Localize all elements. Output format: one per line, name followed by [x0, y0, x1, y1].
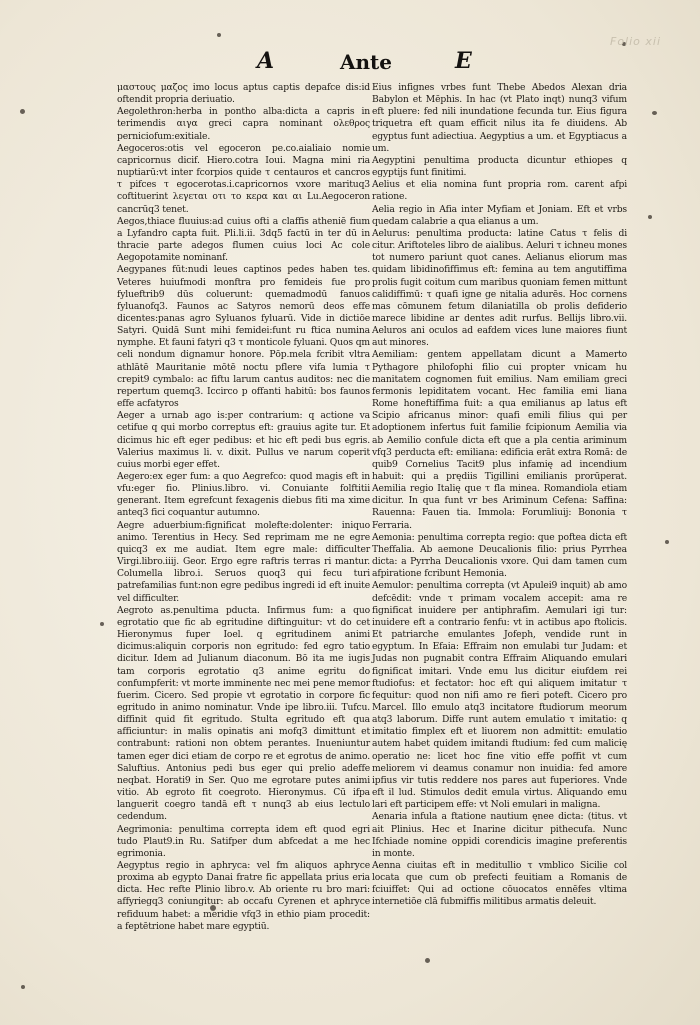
ink-spot: [21, 985, 25, 989]
entry-paragraph: Aegypanes fūt:nudi leues captinos pedes haben tes. Veteres huiufmodi monftra pro femideis fue pro fylueftrib9 dūs coluerunt: quemadmodū fanuos fyluanofq3. Faunos ac Satyros nemorū deos effe dicentes:panas agro Syluanos fyluarū. Vide in dictiōe Satyri. Quidā Sunt mihi femidei:funt ru ftica numina nymphe. Et fauni fatyri q3 τ monticole fyluani. Quos qm celi nondum dignamur honore. Pōp.mela fcribit vltra athlātē Mauritanie mōtē noctu pflere vifa lumia τ crepit9 cymbalo: ac fiftu larum cantus auditos: nec die repertum quemq3. Iccirco p offanti habitū: bos faunos effe acfatyros: [117, 264, 370, 410]
entry-paragraph: Aegyptini penultima producta dicuntur ethiopes q egyptijs funt finitimi.: [372, 154, 627, 179]
header-left-letter: A: [257, 48, 275, 74]
right-text-column: [372, 82, 627, 912]
entry-paragraph: Aegolethron:herba in pontho alba:dicta a capris in terimendis αιγα greci capra nominant ολεθρος perniciofum:exitiale.: [117, 106, 370, 142]
entry-paragraph: Aegoceros:otis vel egoceron pe.co.aialiaio nomie capricornus dicif. Hiero.cotra Ioui. Magna mini ria nuptiarū:vt inter fcorpios quide τ centauros et cancros τ pifces τ egocerotas.i.capricornos vxore marituq3 coftituerint λεγεται οτι το κερα και αι Lu.Aegoceron cancrūq3 tenet.: [117, 142, 370, 215]
entry-paragraph: Aegre aduerbium:fignificat molefte:dolenter: iniquo animo. Terentius in Hecy. Sed reprimam me ne egre quicq3 ex me audiat. Item egre male: difficulter Virgi.libro.iiij. Geor. Ergo egre raftris terras ri mantur. Columella libro.i. Seruos quoq3 qui fecu turi patrefamilias funt:non egre pedibus ingredi id eft inuite vel difficulter.: [117, 519, 370, 604]
ink-spot: [652, 111, 657, 115]
entry-paragraph: Aelia regio in Afia inter Myfiam et Joniam. Eft et vrbs quedam calabrie a qua elianus a um.: [372, 203, 627, 227]
entry-paragraph: Aegroto as.penultima pducta. Infirmus fum: a quo egrotatio que fic ab egritudine diftinguitur: vt do cet Hieronymus fuper Ioel. q egritudinem animi dicimus:aliquin corporis non egritudo: fed egro tatio dicitur. Idem ad Julianum diaconum. Bō ita me iugis tam corporis egrotatio q3 anime egritu do confumpferit: vt morte imminente nec mei pene memor fuerim. Cicero. Sed propie vt egrotatio in corpore fic egritudo in animo nominatur. Vnde ipe libro.iii. Tufcu. diffinit quid fit egritudo. Stulta egritudo eft qua afficiuntur: in malis opinatis ani mofq3 dimittunt et contrabunt: rationi non obtem perantes. Inueniuntur tamen eger dici etiam de corpo re et egrotus de animo. Saluftius. Antonius pedi bus eger qui prelio adeffe neqbat. Horati9 in Ser. Quo me egrotare putes animi vitio. Ab egroto fit coegroto. Hieronymus. Cū ifpa languerit coegro tandā eft τ nunq3 ab eius lectulo cedendum.: [117, 604, 370, 823]
entry-paragraph: Aemiliam: gentem appellatam dicunt a Mamerto Pythagore philofophi filio cui propter vnicam hu manitatem cognomen fuit emilius. Nam emiliam greci fermonis lepiditatem vocant. Hec familia emi liana Rome honeftiffima fuit: a qua emilianus ap latus eft Scipio africanus minor: quafi emili filius qui per adoptionem infertus fuit familie fcipionum Aemilia via ab Aemilio confule dicta eft que a pla centia ariminum vfq3 perducta eft: emiliana: edificia erāt extra Romā: de quib9 Cornelius Tacit9 plus infamię ad incendium habuit: qui a prędiis Tigillini emilianis prorūperat. Aemilia regio Italię que τ fla minea. Romandiola etiam dicitur. In qua funt vr bes Ariminum Cefena: Saffina: Rauenna: Fauen tia. Immola: Forumliuij: Bononia τ Ferraria.: [372, 349, 627, 531]
ink-spot: [648, 215, 652, 219]
entry-paragraph: Aegyptus regio in aphryca: vel fm aliquos aphryce proxima ab egypto Danai fratre fic appellata prius eria dicta. Hec refte Plinio libro.v. Ab oriente ru bro mari: affyriegq3 coniungitur: ab occafu Cyrenen et aphryce refiduum habet: a meridie vfq3 in ethio piam procedit: a feptētrione habet mare egyptiū.: [117, 860, 370, 932]
entry-paragraph: Aelius et elia nomina funt propria rom. carent afpi ratione.: [372, 179, 627, 203]
ink-spot: [217, 33, 221, 37]
entry-paragraph: Aemonia: penultima correpta regio: que poftea dicta eft Theffalia. Ab aemone Deucalionis filio: prius Pyrrhea dicta: a Pyrrha Deucalionis vxore. Qui dam tamen cum afpiratione fcribunt Hemonia.: [372, 531, 627, 580]
ink-spot: [425, 958, 430, 963]
ink-spot: [20, 109, 25, 114]
entry-paragraph: Aemulor: penultima correpta (vt Apulei9 inquit) ab amo defcēdit: vnde τ primam vocalem accepit: ama re fignificat inuidere per antiphrafim. Aemulari igi tur: inuidere eft a contrario fenfu: vt in actibus apo ftolicis. Et patriarche emulantes Jofeph, vendide runt in egyptum. In Efaia: Effraim non emulabi tur Judam: et Judas non pugnabit contra Effraim Aliquando emulari fignificat imitari. Vnde emu lus dicitur eiufdem rei ftudiofus: et fectator: hoc eft qui aliquem imitatur τ fequitur: quod non nifi amo re fieri poteft. Cicero pro Marcel. Illo emulo atq3 incitatore ftudiorum meorum atq3 laborum. Diffe runt autem emulatio τ imitatio: q imitatio fimplex eft et liuorem non admittit: emulatio autem habet quidem imitandi ftudium: fed cum malicię operatio ne: licet hoc fine vitio effe poffit vt cum meliorem vi deamus conamur non inuidia: fed amore ipfius vir tutis reddere nos pares aut fuperiores. Vnde eft il lud. Stimulos dedit emula virtus. Aliquando emu lari eft participem effe: vt Noli emulari in maligna.: [372, 580, 627, 811]
entry-paragraph: Aenna ciuitas eft in meditullio τ vmblico Sicilie col locata que cum ob prefecti feuitiam a Romanis de fciuiffet: Qui ad octione cōuocatos ennēfes vltima internetiōe clā fubmiffis militibus armatis deleuit.: [372, 860, 627, 908]
header-title: Ante: [340, 50, 393, 74]
entry-paragraph: Aelurus: penultima producta: latine Catus τ felis di citur. Ariftoteles libro de aialibus. Aeluri τ ichneu mones tot numero pariunt quot canes. Aelianus eliorum mas quidam libidinofiffimus eft: femina au tem angutiffima prolis fugit coitum cum maribus quoniam femen mittunt calidiffimū: τ quafi igne ge nitalia adurēs. Hoc cornens mas cōmunem fetum dilaniatilla ob prolis defiderio marece libidine ar dentes adit rurfus. Bellijs libro.vii. Aeluros ani oculos ad eafdem vices lune maiores fiunt aut minores.: [372, 227, 627, 349]
entry-paragraph: Aegero:ex eger fum: a quo Aegrefco: quod magis eft in vfu:eger fio. Plinius.libro. vi. Conuiante folftitii generant. Item egrefcunt fexagenis diebus fiti ma xime anteq3 fici coquantur autumno.: [117, 471, 370, 519]
left-text-column: [117, 82, 370, 932]
entry-paragraph: Aenaria infula a ftatione nautium ęnee dicta: (titus. vt ait Plinius. Hec et Inarine dicitur pithecufa. Nunc Ifchiade nomine oppidi corendicis imagine preferentis in monte.: [372, 811, 627, 859]
entry-paragraph: Aeger a urnab ago is:per contrarium: q actione va cetifue q qui morbo correptus eft: grauius agite tur. Et dicimus hic eft eger pedibus: et hic eft pedi bus egris. Valerius maximus li. v. dixit. Pullus ve narum coperit cuius morbi eger effet.: [117, 410, 370, 470]
running-header: [0, 48, 700, 78]
entry-paragraph: μαστους μαζος imo locus aptus captis depafce dis:id oftendit propria deriuatio.: [117, 82, 370, 106]
header-right-letter: E: [455, 48, 472, 74]
folio-number: Folio xii: [610, 35, 662, 48]
entry-paragraph: Aegos,thiace fluuius:ad cuius ofti a claffis atheniē fium a Lyfandro capta fuit. Pli.li.ii. 3dq5 factū in ter dū in thracie parte adegos flumen cuius loci Ac cole Aegopotamite nominanf.: [117, 215, 370, 264]
entry-paragraph: Eius infignes vrbes funt Thebe Abedos Alexan dria Babylon et Mēphis. In hac (vt Plato inqt) nunq3 vifum eft pluere: fed nili inundatione fecunda tur. Eius figura triquetra eft quam efficit nilus ita fe diuidens. Ab egyptus funt adiectiua. Aegyptius a um. et Egyptiacus a um.: [372, 82, 627, 154]
entry-paragraph: Aegrimonia: penultima correpta idem eft quod egri tudo Plaut9.in Ru. Satifper dum abfcedat a me hec egrimonia.: [117, 823, 370, 859]
ink-spot: [665, 540, 669, 544]
ink-spot: [100, 622, 104, 626]
